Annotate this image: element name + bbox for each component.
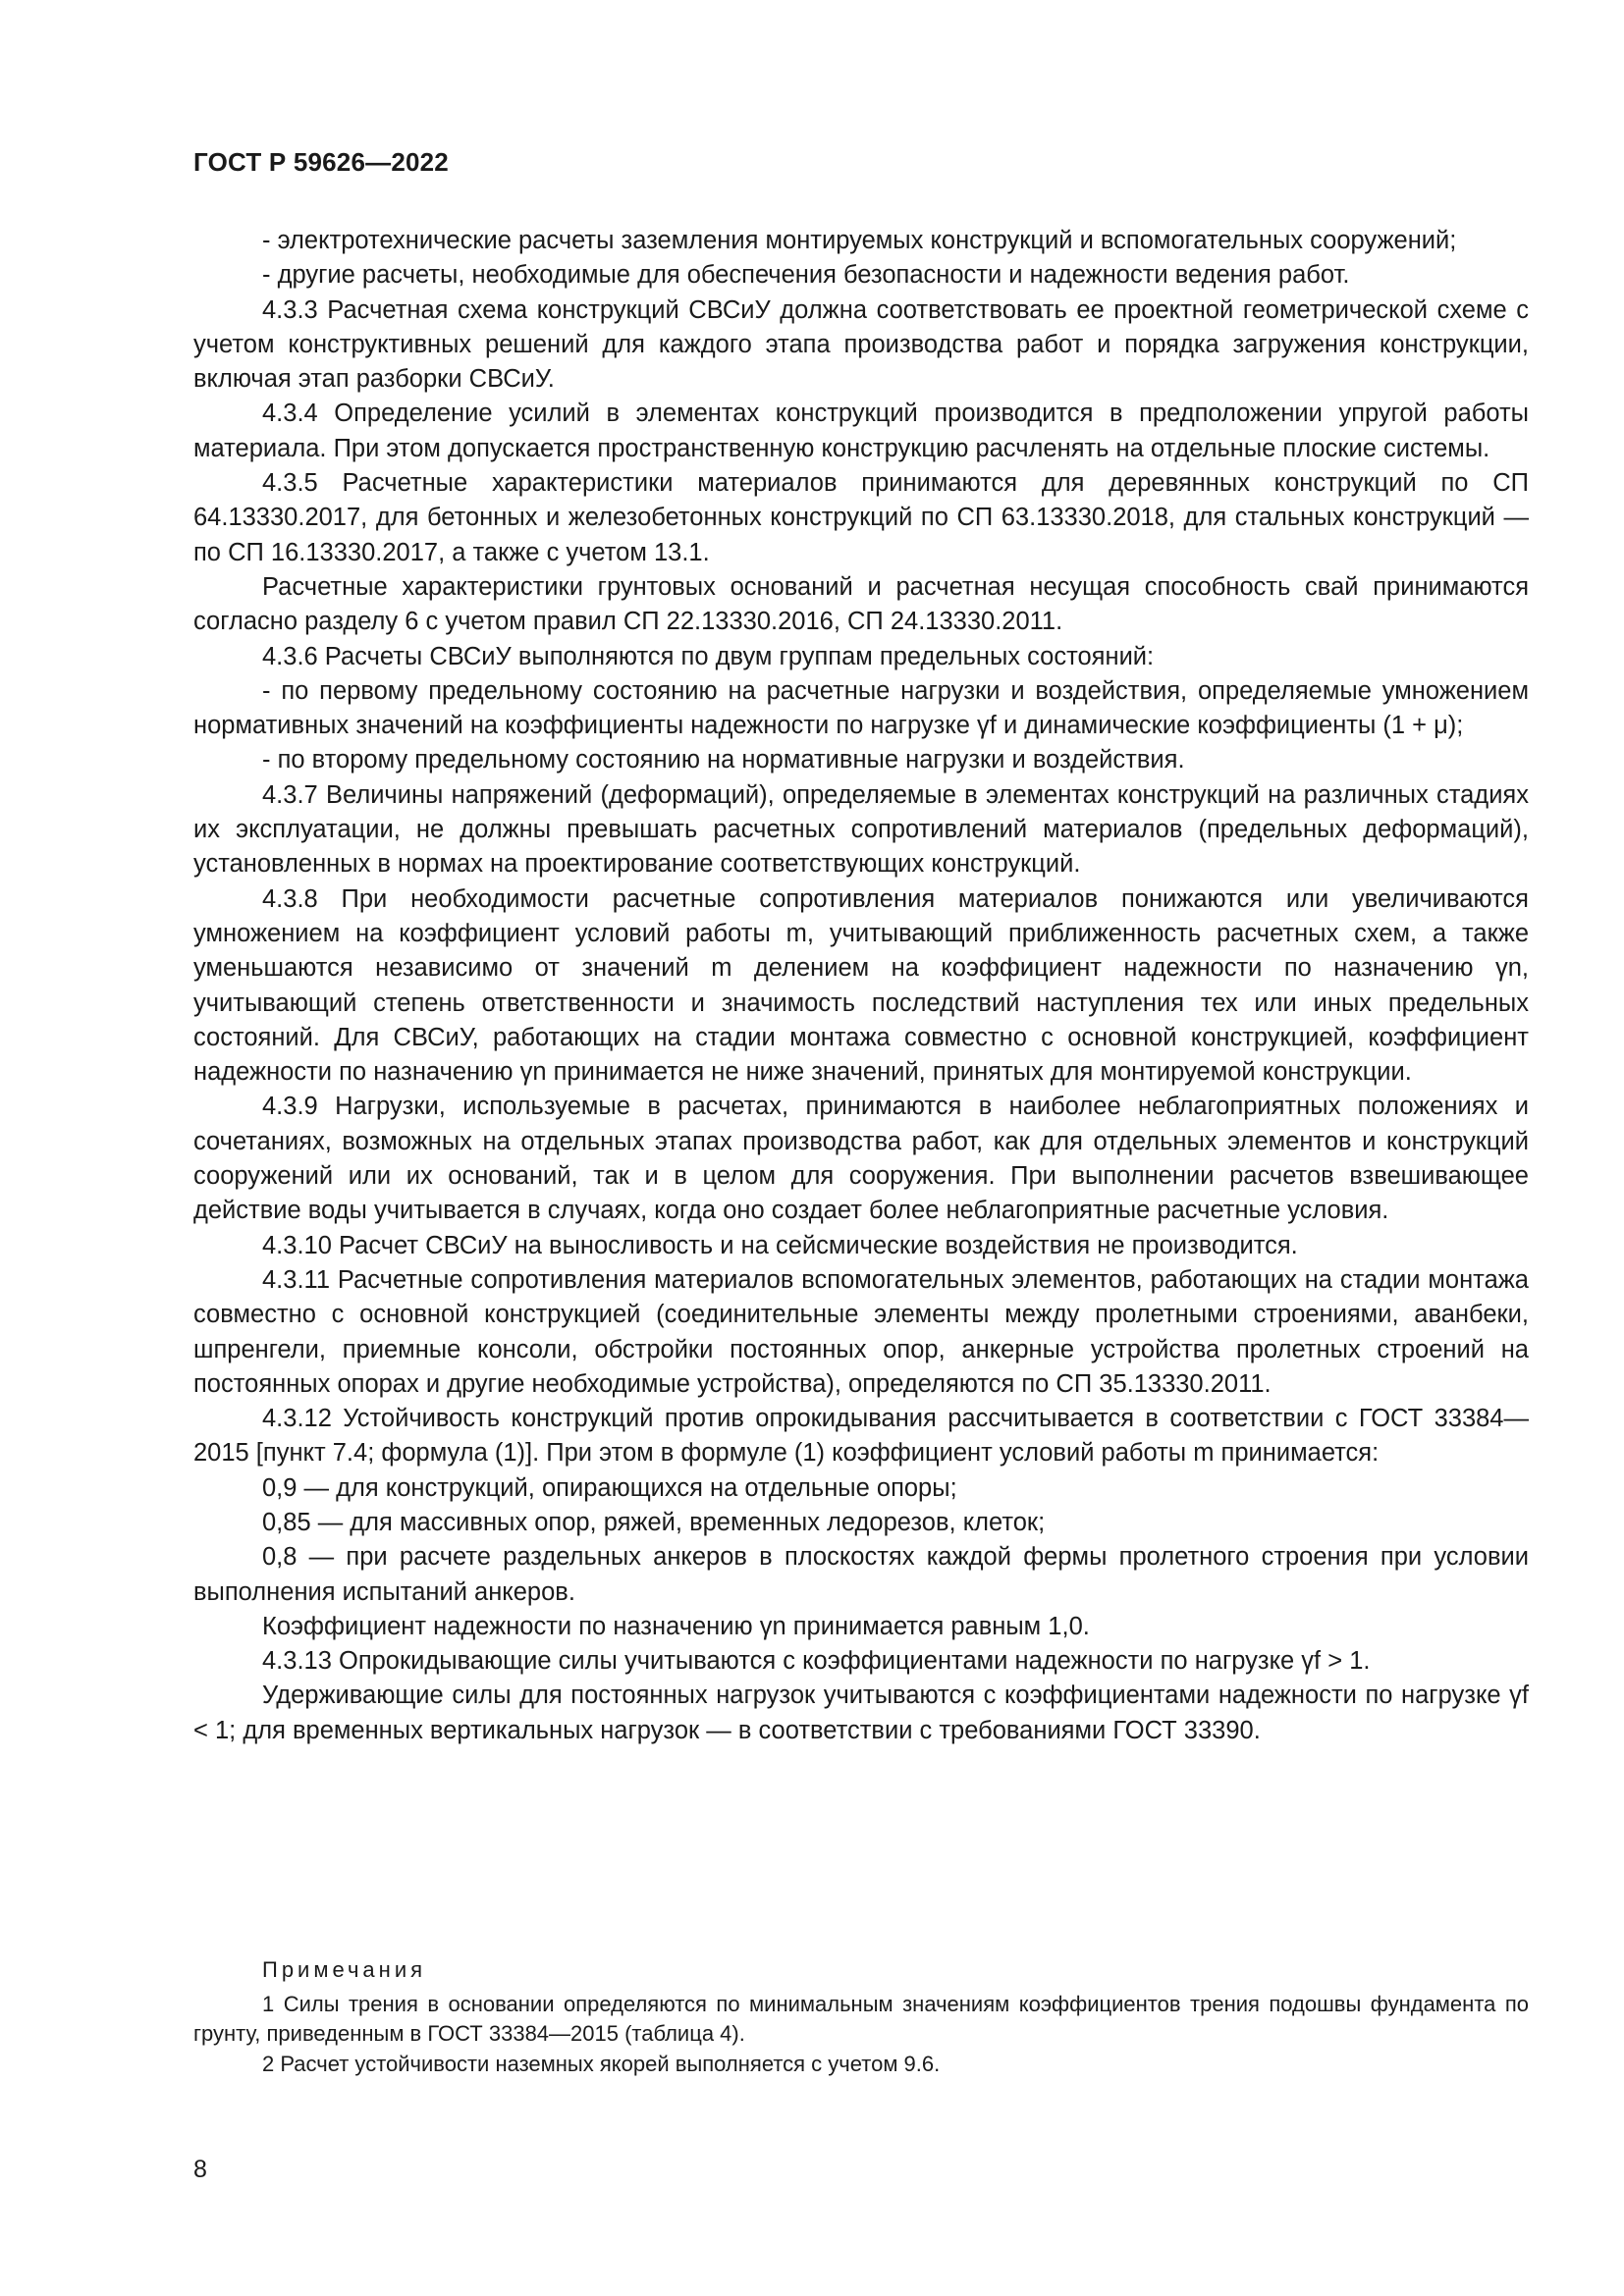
paragraph: Удерживающие силы для постоянных нагрузок учитываются с коэффициентами надежности по нагрузке γf < 1; для временных вертикальных нагрузок — в соответствии с требованиями ГОСТ 33390. xyxy=(193,1682,1529,1744)
paragraph: Расчетные характеристики грунтовых оснований и расчетная несущая способность свай принимаются согласно разделу 6 с учетом правил СП 22.13330.2016, СП 24.13330.2011. xyxy=(193,572,1529,636)
paragraph: - по первому предельному состоянию на расчетные нагрузки и воздействия, определяемые умножением нормативных значений на коэффициенты надежности по нагрузке γf и динамические коэффициенты (1 + μ); xyxy=(193,676,1529,740)
paragraph: 0,9 — для конструкций, опирающихся на отдельные опоры; xyxy=(262,1473,957,1502)
notes-title: Примечания xyxy=(262,1957,427,1982)
paragraph: 4.3.8 При необходимости расчетные сопротивления материалов понижаются или увеличиваются умножением на коэффициент условий работы m, учитывающий приближенность расчетных схем, а также уменьшаются независимо от значений m делением на коэффициент надежности по назначению γn, учитывающий степень ответственности и значимость последствий наступления тех или иных предельных состояний. Для СВСиУ, работающих на стадии монтажа совместно с основной конструкцией, коэффициент надежности по назначению γn принимается не ниже значений, принятых для монтируемой конструкции. xyxy=(193,884,1529,1087)
paragraph: 0,85 — для массивных опор, ряжей, временных ледорезов, клеток; xyxy=(262,1508,1046,1536)
paragraph: 0,8 — при расчете раздельных анкеров в плоскостях каждой фермы пролетного строения при условии выполнения испытаний анкеров. xyxy=(193,1543,1529,1606)
paragraph: - по второму предельному состоянию на нормативные нагрузки и воздействия. xyxy=(262,746,1185,774)
paragraph: 4.3.11 Расчетные сопротивления материалов вспомогательных элементов, работающих на стадии монтажа совместно с основной конструкцией (соединительные элементы между пролетными строениями, аванбеки, шпренгели, приемные консоли, обстройки постоянных опор, анкерные устройства пролетных строений на постоянных опорах и другие необходимые устройства), определяются по СП 35.13330.2011. xyxy=(193,1265,1529,1398)
paragraph: 4.3.4 Определение усилий в элементах конструкций производится в предположении упругой работы материала. При этом допускается пространственную конструкцию расчленять на отдельные плоские системы. xyxy=(193,400,1529,462)
paragraph: - электротехнические расчеты заземления монтируемых конструкций и вспомогательных сооружений; xyxy=(262,227,1457,254)
page-number: 8 xyxy=(193,2156,207,2183)
note-item: 2 Расчет устойчивости наземных якорей выполняется с учетом 9.6. xyxy=(262,2051,941,2076)
paragraph: 4.3.5 Расчетные характеристики материалов принимаются для деревянных конструкций по СП 64.13330.2017, для бетонных и железобетонных конструкций по СП 63.13330.2018, для стальных конструкций — по СП 16.13330.2017, а также с учетом 13.1. xyxy=(193,469,1529,566)
paragraph: - другие расчеты, необходимые для обеспечения безопасности и надежности ведения работ. xyxy=(262,261,1350,290)
paragraph: 4.3.6 Расчеты СВСиУ выполняются по двум группам предельных состояний: xyxy=(262,642,1155,670)
notes-section xyxy=(193,1955,1529,2079)
paragraph: 4.3.3 Расчетная схема конструкций СВСиУ должна соответствовать ее проектной геометрической схеме с учетом конструктивных решений для каждого этапа производства работ и порядка загружения конструкции, включая этап разборки СВСиУ. xyxy=(193,295,1529,394)
paragraph: 4.3.9 Нагрузки, используемые в расчетах, принимаются в наиболее неблагоприятных положениях и сочетаниях, возможных на отдельных этапах производства работ, как для отдельных элементов и конструкций сооружений или их оснований, так и в целом для сооружения. При выполнении расчетов взвешивающее действие воды учитывается в случаях, когда оно создает более неблагоприятные расчетные условия. xyxy=(193,1093,1529,1225)
document-body xyxy=(193,224,1529,1748)
paragraph: 4.3.12 Устойчивость конструкций против опрокидывания рассчитывается в соответствии с ГОСТ 33384—2015 [пункт 7.4; формула (1)]. При этом в формуле (1) коэффициент условий работы m принимается: xyxy=(193,1405,1529,1468)
paragraph: Коэффициент надежности по назначению γn принимается равным 1,0. xyxy=(262,1612,1090,1640)
document-header: ГОСТ Р 59626—2022 xyxy=(193,147,449,177)
note-item: 1 Силы трения в основании определяются по минимальным значениям коэффициентов трения подошвы фундамента по грунту, приведенным в ГОСТ 33384—2015 (таблица 4). xyxy=(193,1991,1529,2046)
paragraph: 4.3.13 Опрокидывающие силы учитываются с коэффициентами надежности по нагрузке γf > 1. xyxy=(262,1647,1371,1676)
paragraph: 4.3.7 Величины напряжений (деформаций), определяемые в элементах конструкций на различных стадиях их эксплуатации, не должны превышать расчетных сопротивлений материалов (предельных деформаций), установленных в нормах на проектирование соответствующих конструкций. xyxy=(193,780,1529,879)
paragraph: 4.3.10 Расчет СВСиУ на выносливость и на сейсмические воздействия не производится. xyxy=(262,1231,1298,1259)
